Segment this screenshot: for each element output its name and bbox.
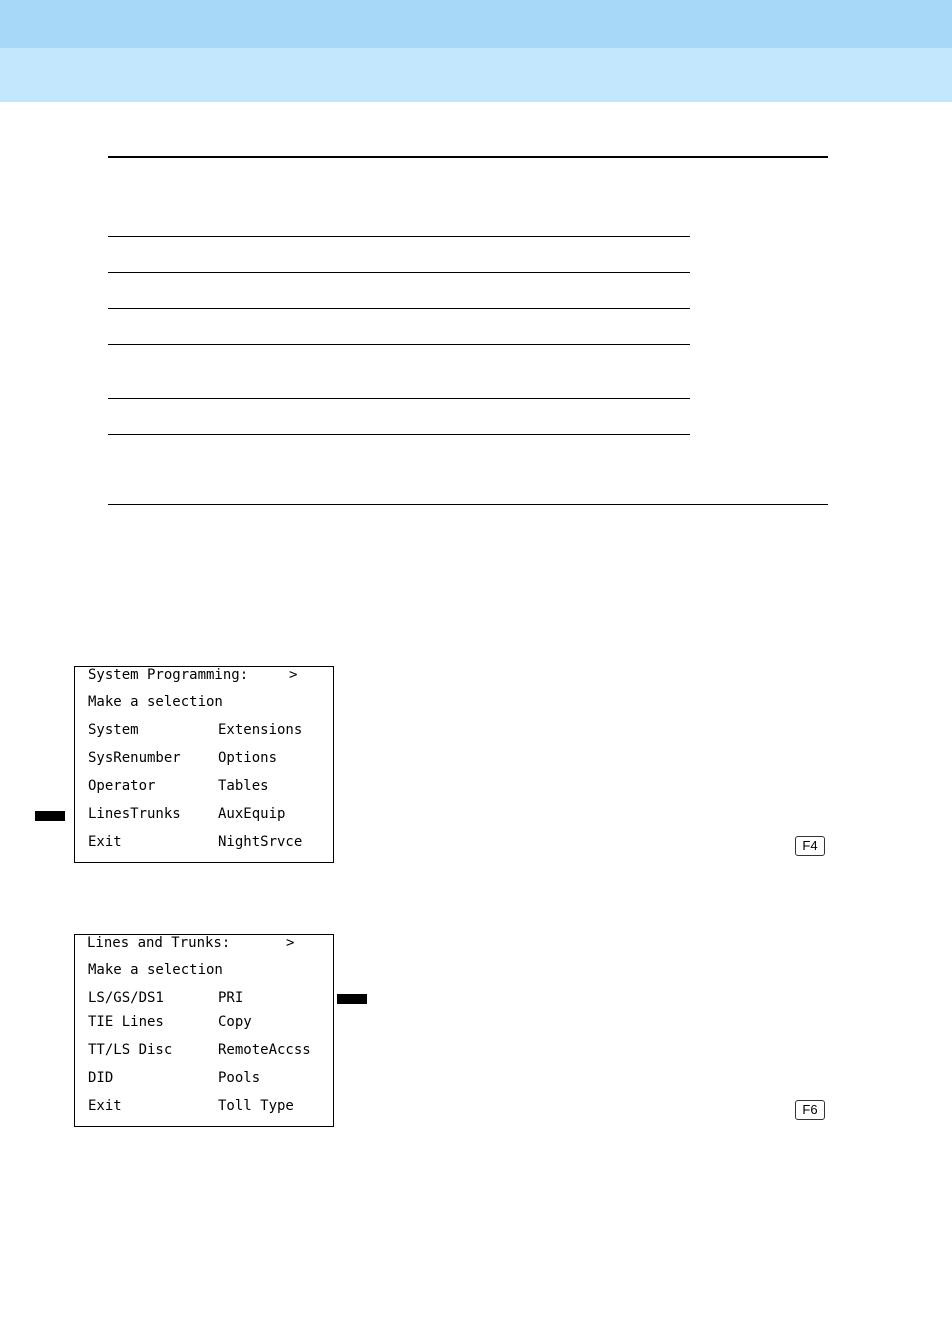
option-toll-type[interactable]: Toll Type — [218, 1098, 294, 1114]
form-line — [108, 236, 690, 237]
option-auxequip[interactable]: AuxEquip — [218, 806, 286, 822]
screen-prompt: Make a selection — [88, 694, 223, 710]
form-line — [108, 434, 690, 435]
option-tables[interactable]: Tables — [218, 778, 269, 794]
option-copy[interactable]: Copy — [218, 1014, 252, 1030]
next-page-arrow[interactable]: > — [286, 935, 295, 951]
option-did[interactable]: DID — [88, 1070, 114, 1086]
header-band-top — [0, 0, 952, 48]
lines-and-trunks-screen — [74, 934, 334, 1127]
section-bottom-rule — [108, 504, 828, 505]
f4-key[interactable]: F4 — [795, 836, 825, 856]
screen-prompt: Make a selection — [88, 962, 223, 978]
option-pools[interactable]: Pools — [218, 1070, 261, 1086]
option-linestrunks[interactable]: LinesTrunks — [88, 806, 181, 822]
system-programming-screen — [74, 666, 334, 863]
form-line — [108, 344, 690, 345]
option-exit[interactable]: Exit — [88, 834, 122, 850]
option-tie-lines[interactable]: TIE Lines — [88, 1014, 164, 1030]
form-line — [108, 308, 690, 309]
form-line — [108, 398, 690, 399]
selection-marker — [337, 994, 367, 1004]
f6-key[interactable]: F6 — [795, 1100, 825, 1120]
option-system[interactable]: System — [88, 722, 139, 738]
option-pri[interactable]: PRI — [218, 990, 244, 1006]
selection-marker — [35, 811, 65, 821]
option-tt-ls-disc[interactable]: TT/LS Disc — [88, 1042, 173, 1058]
header-band-bottom — [0, 48, 952, 102]
screen-title: Lines and Trunks: — [87, 935, 231, 951]
option-options[interactable]: Options — [218, 750, 278, 766]
form-line — [108, 272, 690, 273]
next-page-arrow[interactable]: > — [289, 667, 298, 683]
option-sysrenumber[interactable]: SysRenumber — [88, 750, 181, 766]
section-top-rule — [108, 156, 828, 158]
option-nightsrvce[interactable]: NightSrvce — [218, 834, 303, 850]
option-operator[interactable]: Operator — [88, 778, 156, 794]
option-exit[interactable]: Exit — [88, 1098, 122, 1114]
option-ls-gs-ds1[interactable]: LS/GS/DS1 — [88, 990, 164, 1006]
option-extensions[interactable]: Extensions — [218, 722, 303, 738]
option-remoteaccss[interactable]: RemoteAccss — [218, 1042, 311, 1058]
screen-title: System Programming: — [88, 667, 249, 683]
